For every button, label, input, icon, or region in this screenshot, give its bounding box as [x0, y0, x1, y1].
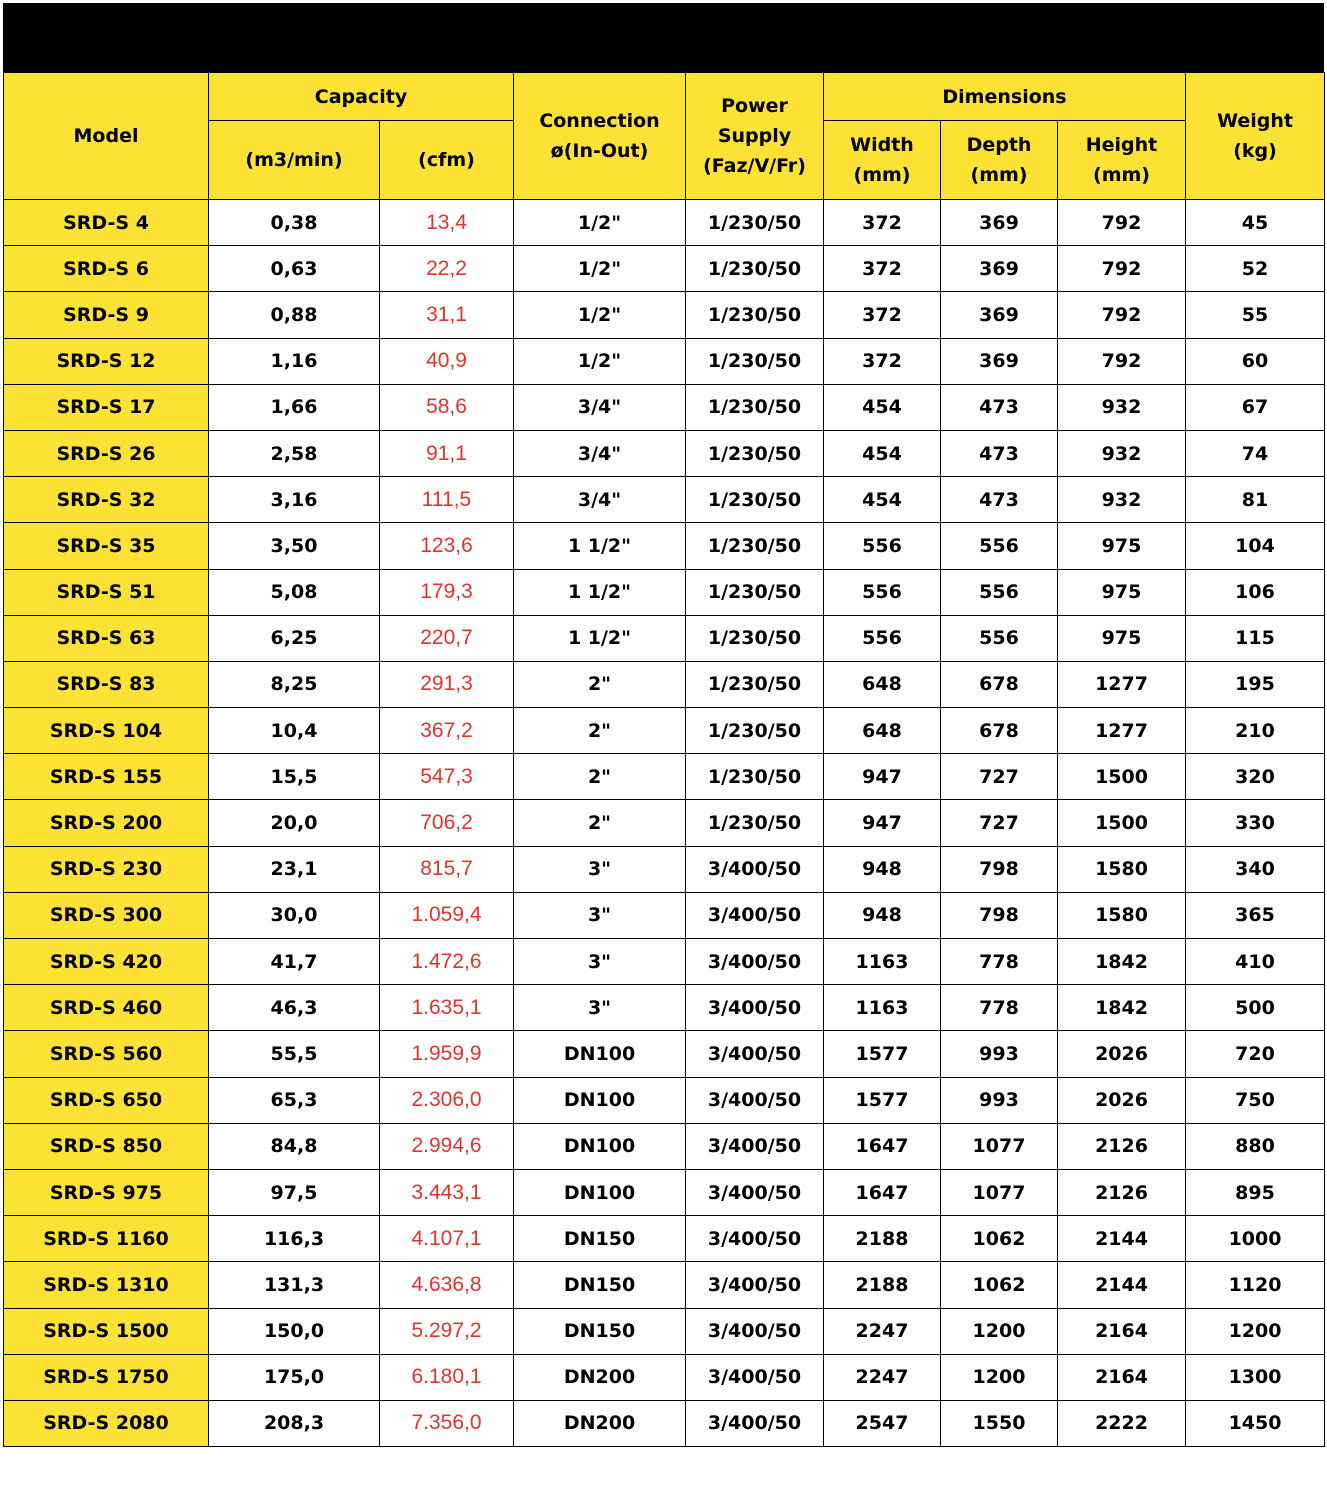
cell-depth: 1062 [941, 1262, 1058, 1308]
cell-capacity-cfm: 7.356,0 [380, 1400, 514, 1446]
cell-connection: 3/4" [514, 430, 686, 476]
cell-connection: 3" [514, 985, 686, 1031]
cell-depth: 1077 [941, 1169, 1058, 1215]
cell-height: 932 [1058, 477, 1186, 523]
cell-connection: 2" [514, 800, 686, 846]
cell-depth: 556 [941, 523, 1058, 569]
table-row [4, 985, 1325, 1031]
cell-width: 372 [824, 246, 941, 292]
cell-connection: 3" [514, 846, 686, 892]
cell-height: 2164 [1058, 1354, 1186, 1400]
cell-width: 556 [824, 615, 941, 661]
table-row [4, 615, 1325, 661]
header-capacity-m3: (m3/min) [209, 121, 380, 200]
cell-model: SRD-S 9 [4, 292, 209, 338]
cell-model: SRD-S 560 [4, 1031, 209, 1077]
header-depth-line2: (mm) [970, 164, 1028, 186]
cell-width: 454 [824, 477, 941, 523]
cell-capacity-m3: 55,5 [209, 1031, 380, 1077]
cell-depth: 798 [941, 892, 1058, 938]
cell-depth: 1200 [941, 1354, 1058, 1400]
cell-connection: DN100 [514, 1077, 686, 1123]
cell-connection: DN100 [514, 1031, 686, 1077]
cell-depth: 473 [941, 477, 1058, 523]
cell-height: 792 [1058, 338, 1186, 384]
cell-width: 454 [824, 430, 941, 476]
cell-capacity-m3: 175,0 [209, 1354, 380, 1400]
table-row [4, 1031, 1325, 1077]
cell-power-supply: 3/400/50 [686, 1031, 824, 1077]
cell-width: 1647 [824, 1169, 941, 1215]
cell-capacity-cfm: 291,3 [380, 661, 514, 707]
cell-height: 1842 [1058, 939, 1186, 985]
cell-model: SRD-S 104 [4, 708, 209, 754]
cell-weight: 365 [1186, 892, 1325, 938]
cell-model: SRD-S 63 [4, 615, 209, 661]
cell-model: SRD-S 12 [4, 338, 209, 384]
cell-weight: 880 [1186, 1123, 1325, 1169]
cell-height: 1277 [1058, 661, 1186, 707]
cell-depth: 369 [941, 200, 1058, 246]
cell-capacity-m3: 0,88 [209, 292, 380, 338]
cell-capacity-m3: 5,08 [209, 569, 380, 615]
cell-width: 1163 [824, 939, 941, 985]
cell-capacity-cfm: 91,1 [380, 430, 514, 476]
cell-depth: 369 [941, 246, 1058, 292]
cell-capacity-m3: 208,3 [209, 1400, 380, 1446]
table-body [4, 200, 1325, 1447]
cell-height: 975 [1058, 615, 1186, 661]
cell-power-supply: 1/230/50 [686, 338, 824, 384]
cell-model: SRD-S 17 [4, 384, 209, 430]
cell-power-supply: 3/400/50 [686, 1262, 824, 1308]
cell-height: 2144 [1058, 1216, 1186, 1262]
cell-weight: 340 [1186, 846, 1325, 892]
table-row [4, 430, 1325, 476]
cell-power-supply: 3/400/50 [686, 1169, 824, 1215]
table-row [4, 292, 1325, 338]
cell-capacity-cfm: 111,5 [380, 477, 514, 523]
cell-power-supply: 1/230/50 [686, 615, 824, 661]
cell-model: SRD-S 1310 [4, 1262, 209, 1308]
cell-capacity-m3: 10,4 [209, 708, 380, 754]
cell-depth: 1550 [941, 1400, 1058, 1446]
cell-connection: DN100 [514, 1123, 686, 1169]
cell-weight: 750 [1186, 1077, 1325, 1123]
cell-power-supply: 1/230/50 [686, 292, 824, 338]
cell-capacity-cfm: 4.636,8 [380, 1262, 514, 1308]
header-width [824, 121, 941, 200]
cell-width: 454 [824, 384, 941, 430]
cell-height: 2026 [1058, 1031, 1186, 1077]
cell-depth: 473 [941, 430, 1058, 476]
cell-capacity-cfm: 179,3 [380, 569, 514, 615]
cell-weight: 106 [1186, 569, 1325, 615]
cell-capacity-cfm: 367,2 [380, 708, 514, 754]
cell-connection: 1 1/2" [514, 615, 686, 661]
cell-depth: 727 [941, 800, 1058, 846]
cell-depth: 798 [941, 846, 1058, 892]
cell-capacity-m3: 41,7 [209, 939, 380, 985]
cell-width: 2247 [824, 1354, 941, 1400]
cell-capacity-cfm: 31,1 [380, 292, 514, 338]
cell-depth: 778 [941, 985, 1058, 1031]
table-row [4, 338, 1325, 384]
cell-power-supply: 3/400/50 [686, 1400, 824, 1446]
cell-capacity-m3: 131,3 [209, 1262, 380, 1308]
cell-width: 947 [824, 754, 941, 800]
cell-width: 948 [824, 846, 941, 892]
cell-width: 556 [824, 523, 941, 569]
header-connection-line2: ø(In-Out) [550, 140, 649, 162]
cell-capacity-m3: 1,66 [209, 384, 380, 430]
cell-height: 792 [1058, 200, 1186, 246]
cell-capacity-cfm: 220,7 [380, 615, 514, 661]
cell-height: 1580 [1058, 846, 1186, 892]
cell-power-supply: 1/230/50 [686, 246, 824, 292]
cell-power-supply: 3/400/50 [686, 1308, 824, 1354]
cell-connection: 1/2" [514, 246, 686, 292]
cell-capacity-cfm: 6.180,1 [380, 1354, 514, 1400]
header-weight-line2: (kg) [1233, 140, 1277, 162]
cell-power-supply: 1/230/50 [686, 569, 824, 615]
cell-connection: 3/4" [514, 384, 686, 430]
cell-width: 948 [824, 892, 941, 938]
cell-depth: 556 [941, 569, 1058, 615]
cell-capacity-m3: 150,0 [209, 1308, 380, 1354]
cell-weight: 74 [1186, 430, 1325, 476]
cell-width: 648 [824, 661, 941, 707]
cell-capacity-m3: 1,16 [209, 338, 380, 384]
cell-width: 2247 [824, 1308, 941, 1354]
cell-capacity-cfm: 547,3 [380, 754, 514, 800]
cell-height: 2222 [1058, 1400, 1186, 1446]
cell-capacity-cfm: 4.107,1 [380, 1216, 514, 1262]
header-height-line1: Height [1085, 134, 1158, 156]
cell-model: SRD-S 460 [4, 985, 209, 1031]
cell-power-supply: 3/400/50 [686, 985, 824, 1031]
cell-connection: 3" [514, 939, 686, 985]
table-row [4, 1077, 1325, 1123]
cell-width: 372 [824, 292, 941, 338]
cell-connection: DN150 [514, 1308, 686, 1354]
cell-power-supply: 3/400/50 [686, 892, 824, 938]
table-header [4, 73, 1325, 200]
cell-model: SRD-S 1750 [4, 1354, 209, 1400]
header-width-line1: Width [850, 134, 914, 156]
table-row [4, 1169, 1325, 1215]
cell-capacity-m3: 20,0 [209, 800, 380, 846]
cell-capacity-m3: 65,3 [209, 1077, 380, 1123]
header-depth [941, 121, 1058, 200]
cell-model: SRD-S 1500 [4, 1308, 209, 1354]
cell-width: 648 [824, 708, 941, 754]
cell-capacity-m3: 97,5 [209, 1169, 380, 1215]
cell-weight: 1000 [1186, 1216, 1325, 1262]
header-weight [1186, 73, 1325, 200]
table-row [4, 1262, 1325, 1308]
table-row [4, 1216, 1325, 1262]
cell-connection: 3/4" [514, 477, 686, 523]
cell-power-supply: 3/400/50 [686, 1216, 824, 1262]
table-row [4, 1400, 1325, 1446]
cell-power-supply: 3/400/50 [686, 1123, 824, 1169]
cell-power-supply: 3/400/50 [686, 846, 824, 892]
cell-connection: DN150 [514, 1262, 686, 1308]
cell-weight: 410 [1186, 939, 1325, 985]
cell-power-supply: 1/230/50 [686, 523, 824, 569]
table-row [4, 800, 1325, 846]
cell-weight: 55 [1186, 292, 1325, 338]
cell-connection: 1 1/2" [514, 569, 686, 615]
header-power-supply [686, 73, 824, 200]
table-row [4, 1123, 1325, 1169]
cell-capacity-cfm: 22,2 [380, 246, 514, 292]
table-row [4, 846, 1325, 892]
cell-width: 1577 [824, 1077, 941, 1123]
cell-depth: 727 [941, 754, 1058, 800]
cell-power-supply: 3/400/50 [686, 1077, 824, 1123]
cell-model: SRD-S 35 [4, 523, 209, 569]
cell-weight: 330 [1186, 800, 1325, 846]
cell-connection: 2" [514, 708, 686, 754]
cell-height: 932 [1058, 384, 1186, 430]
cell-height: 792 [1058, 246, 1186, 292]
cell-weight: 67 [1186, 384, 1325, 430]
cell-capacity-m3: 3,16 [209, 477, 380, 523]
table-row [4, 569, 1325, 615]
header-height [1058, 121, 1186, 200]
header-capacity: Capacity [209, 73, 514, 121]
cell-capacity-cfm: 1.635,1 [380, 985, 514, 1031]
cell-capacity-m3: 0,63 [209, 246, 380, 292]
cell-connection: 3" [514, 892, 686, 938]
cell-model: SRD-S 51 [4, 569, 209, 615]
cell-capacity-cfm: 2.994,6 [380, 1123, 514, 1169]
cell-weight: 45 [1186, 200, 1325, 246]
header-dimensions: Dimensions [824, 73, 1186, 121]
cell-capacity-cfm: 40,9 [380, 338, 514, 384]
table-row [4, 939, 1325, 985]
cell-depth: 369 [941, 338, 1058, 384]
header-model: Model [4, 73, 209, 200]
cell-connection: 1/2" [514, 338, 686, 384]
cell-model: SRD-S 32 [4, 477, 209, 523]
cell-weight: 115 [1186, 615, 1325, 661]
cell-power-supply: 1/230/50 [686, 430, 824, 476]
cell-power-supply: 1/230/50 [686, 708, 824, 754]
cell-capacity-cfm: 2.306,0 [380, 1077, 514, 1123]
cell-weight: 895 [1186, 1169, 1325, 1215]
cell-capacity-m3: 46,3 [209, 985, 380, 1031]
cell-model: SRD-S 26 [4, 430, 209, 476]
cell-power-supply: 1/230/50 [686, 384, 824, 430]
cell-width: 1647 [824, 1123, 941, 1169]
cell-capacity-m3: 30,0 [209, 892, 380, 938]
cell-capacity-cfm: 58,6 [380, 384, 514, 430]
cell-width: 372 [824, 200, 941, 246]
cell-weight: 320 [1186, 754, 1325, 800]
header-power-line1: Power [721, 95, 788, 117]
cell-height: 2164 [1058, 1308, 1186, 1354]
cell-depth: 369 [941, 292, 1058, 338]
cell-model: SRD-S 4 [4, 200, 209, 246]
cell-depth: 993 [941, 1077, 1058, 1123]
cell-height: 2126 [1058, 1123, 1186, 1169]
cell-weight: 210 [1186, 708, 1325, 754]
spec-table [3, 72, 1325, 1447]
cell-width: 2188 [824, 1216, 941, 1262]
cell-capacity-m3: 3,50 [209, 523, 380, 569]
cell-depth: 473 [941, 384, 1058, 430]
cell-height: 975 [1058, 523, 1186, 569]
cell-width: 2547 [824, 1400, 941, 1446]
cell-height: 975 [1058, 569, 1186, 615]
title-bar [3, 3, 1324, 72]
cell-connection: DN150 [514, 1216, 686, 1262]
cell-capacity-cfm: 815,7 [380, 846, 514, 892]
cell-capacity-cfm: 123,6 [380, 523, 514, 569]
cell-depth: 778 [941, 939, 1058, 985]
cell-height: 1500 [1058, 800, 1186, 846]
header-connection [514, 73, 686, 200]
table-row [4, 200, 1325, 246]
header-width-line2: (mm) [853, 164, 911, 186]
cell-capacity-cfm: 1.472,6 [380, 939, 514, 985]
cell-depth: 1062 [941, 1216, 1058, 1262]
cell-connection: 2" [514, 754, 686, 800]
cell-weight: 1120 [1186, 1262, 1325, 1308]
cell-connection: 1/2" [514, 292, 686, 338]
cell-height: 932 [1058, 430, 1186, 476]
header-connection-line1: Connection [539, 110, 660, 132]
cell-capacity-m3: 116,3 [209, 1216, 380, 1262]
cell-power-supply: 1/230/50 [686, 661, 824, 707]
cell-capacity-cfm: 3.443,1 [380, 1169, 514, 1215]
cell-capacity-m3: 23,1 [209, 846, 380, 892]
cell-weight: 1450 [1186, 1400, 1325, 1446]
cell-height: 1277 [1058, 708, 1186, 754]
cell-model: SRD-S 300 [4, 892, 209, 938]
cell-capacity-m3: 0,38 [209, 200, 380, 246]
cell-capacity-m3: 15,5 [209, 754, 380, 800]
cell-depth: 678 [941, 708, 1058, 754]
cell-weight: 1200 [1186, 1308, 1325, 1354]
cell-height: 2126 [1058, 1169, 1186, 1215]
cell-capacity-m3: 2,58 [209, 430, 380, 476]
cell-connection: 1 1/2" [514, 523, 686, 569]
table-row [4, 523, 1325, 569]
cell-weight: 500 [1186, 985, 1325, 1031]
cell-weight: 195 [1186, 661, 1325, 707]
cell-model: SRD-S 850 [4, 1123, 209, 1169]
cell-connection: DN200 [514, 1354, 686, 1400]
cell-connection: 1/2" [514, 200, 686, 246]
cell-model: SRD-S 650 [4, 1077, 209, 1123]
table-row [4, 477, 1325, 523]
cell-model: SRD-S 155 [4, 754, 209, 800]
cell-power-supply: 1/230/50 [686, 200, 824, 246]
cell-power-supply: 1/230/50 [686, 477, 824, 523]
cell-height: 2144 [1058, 1262, 1186, 1308]
cell-connection: 2" [514, 661, 686, 707]
cell-weight: 720 [1186, 1031, 1325, 1077]
cell-depth: 993 [941, 1031, 1058, 1077]
cell-model: SRD-S 6 [4, 246, 209, 292]
cell-depth: 1200 [941, 1308, 1058, 1354]
cell-model: SRD-S 420 [4, 939, 209, 985]
cell-weight: 1300 [1186, 1354, 1325, 1400]
cell-width: 372 [824, 338, 941, 384]
cell-height: 1580 [1058, 892, 1186, 938]
cell-depth: 678 [941, 661, 1058, 707]
table-row [4, 384, 1325, 430]
cell-capacity-m3: 8,25 [209, 661, 380, 707]
cell-width: 1577 [824, 1031, 941, 1077]
cell-weight: 104 [1186, 523, 1325, 569]
header-depth-line1: Depth [966, 134, 1032, 156]
table-row [4, 892, 1325, 938]
cell-power-supply: 3/400/50 [686, 939, 824, 985]
header-weight-line1: Weight [1217, 110, 1293, 132]
cell-weight: 60 [1186, 338, 1325, 384]
cell-height: 1842 [1058, 985, 1186, 1031]
cell-depth: 556 [941, 615, 1058, 661]
cell-model: SRD-S 1160 [4, 1216, 209, 1262]
cell-capacity-cfm: 5.297,2 [380, 1308, 514, 1354]
cell-power-supply: 1/230/50 [686, 754, 824, 800]
cell-capacity-m3: 6,25 [209, 615, 380, 661]
cell-width: 556 [824, 569, 941, 615]
cell-depth: 1077 [941, 1123, 1058, 1169]
cell-model: SRD-S 975 [4, 1169, 209, 1215]
table-row [4, 708, 1325, 754]
cell-capacity-cfm: 706,2 [380, 800, 514, 846]
cell-height: 1500 [1058, 754, 1186, 800]
table-row [4, 246, 1325, 292]
cell-model: SRD-S 2080 [4, 1400, 209, 1446]
cell-capacity-m3: 84,8 [209, 1123, 380, 1169]
cell-capacity-cfm: 1.959,9 [380, 1031, 514, 1077]
cell-height: 2026 [1058, 1077, 1186, 1123]
cell-model: SRD-S 230 [4, 846, 209, 892]
cell-weight: 81 [1186, 477, 1325, 523]
cell-height: 792 [1058, 292, 1186, 338]
cell-capacity-cfm: 1.059,4 [380, 892, 514, 938]
cell-power-supply: 3/400/50 [686, 1354, 824, 1400]
table-row [4, 754, 1325, 800]
cell-width: 947 [824, 800, 941, 846]
header-height-line2: (mm) [1093, 164, 1150, 186]
cell-capacity-cfm: 13,4 [380, 200, 514, 246]
table-row [4, 1308, 1325, 1354]
cell-model: SRD-S 200 [4, 800, 209, 846]
cell-power-supply: 1/230/50 [686, 800, 824, 846]
header-power-line2: Supply [717, 125, 792, 147]
header-power-line3: (Faz/V/Fr) [703, 155, 806, 177]
cell-model: SRD-S 83 [4, 661, 209, 707]
cell-weight: 52 [1186, 246, 1325, 292]
cell-width: 2188 [824, 1262, 941, 1308]
cell-width: 1163 [824, 985, 941, 1031]
table-row [4, 1354, 1325, 1400]
cell-connection: DN200 [514, 1400, 686, 1446]
cell-connection: DN100 [514, 1169, 686, 1215]
header-capacity-cfm: (cfm) [380, 121, 514, 200]
table-row [4, 661, 1325, 707]
